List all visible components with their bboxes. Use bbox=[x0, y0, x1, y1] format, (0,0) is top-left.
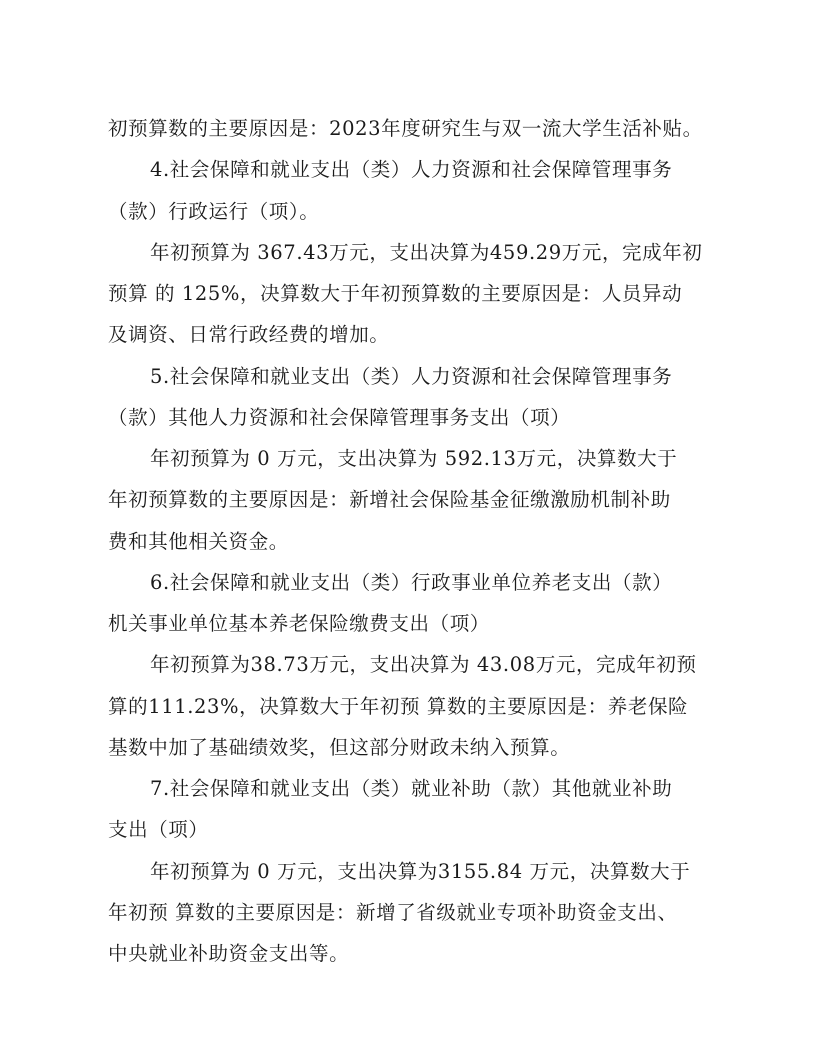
section-heading: 6.社会保障和就业支出（类）行政事业单位养老支出（款） bbox=[150, 571, 673, 594]
text-line: 初预算数的主要原因是：2023年度研究生与双一流大学生活补贴。 bbox=[108, 117, 703, 140]
section-heading-continued: 机关事业单位基本养老保险缴费支出（项） bbox=[108, 612, 490, 635]
text-line: 年初预算为 0 万元，支出决算为 592.13万元，决算数大于 bbox=[150, 447, 678, 470]
text-line: 算的111.23%，决算数大于年初预 算数的主要原因是：养老保险 bbox=[108, 695, 689, 718]
section-heading: 4.社会保障和就业支出（类）人力资源和社会保障管理事务 bbox=[150, 158, 673, 181]
section-heading-continued: （款）行政运行（项）。 bbox=[108, 200, 320, 223]
text-line: 年初预算为 0 万元，支出决算为3155.84 万元，决算数大于 bbox=[150, 860, 691, 883]
text-line: 预算 的 125%，决算数大于年初预算数的主要原因是：人员异动 bbox=[108, 282, 683, 305]
text-line: 年初预算为 367.43万元，支出决算为459.29万元，完成年初 bbox=[150, 241, 703, 264]
section-heading: 7.社会保障和就业支出（类）就业补助（款）其他就业补助 bbox=[150, 777, 673, 800]
text-line: 基数中加了基础绩效奖，但这部分财政未纳入预算。 bbox=[108, 736, 571, 759]
section-heading: 5.社会保障和就业支出（类）人力资源和社会保障管理事务 bbox=[150, 365, 673, 388]
text-line: 及调资、日常行政经费的增加。 bbox=[108, 323, 390, 346]
section-heading-continued: 支出（项） bbox=[108, 818, 209, 841]
text-line: 年初预算为38.73万元，支出决算为 43.08万元，完成年初预 bbox=[150, 653, 697, 676]
section-heading-continued: （款）其他人力资源和社会保障管理事务支出（项） bbox=[108, 406, 571, 429]
text-line: 年初预算数的主要原因是：新增社会保险基金征缴激励机制补助 bbox=[108, 488, 671, 511]
text-line: 费和其他相关资金。 bbox=[108, 530, 289, 553]
text-line: 年初预 算数的主要原因是：新增了省级就业专项补助资金支出、 bbox=[108, 901, 678, 924]
text-line: 中央就业补助资金支出等。 bbox=[108, 942, 350, 965]
